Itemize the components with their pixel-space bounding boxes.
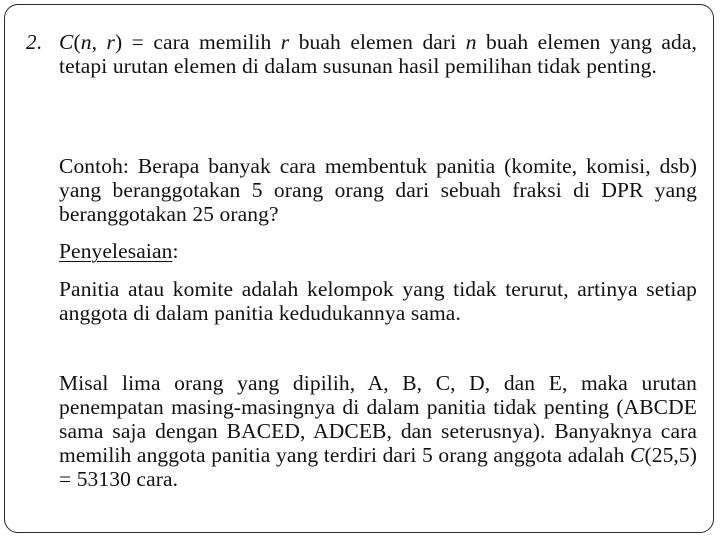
c-symbol-2: C xyxy=(630,443,645,467)
r-variable-2: r xyxy=(280,30,290,54)
definition-middle-text: buah elemen dari xyxy=(289,30,466,54)
solution-heading-label: Penyelesaian xyxy=(59,239,173,263)
r-variable: r xyxy=(106,30,115,54)
definition-equals-text: = cara memilih xyxy=(122,30,281,54)
item-number: 2. xyxy=(26,30,43,54)
open-paren: ( xyxy=(73,30,81,54)
n-variable: n xyxy=(80,30,92,54)
close-paren: ) xyxy=(114,30,123,54)
comma: , xyxy=(91,30,107,54)
solution-paragraph-2 xyxy=(59,371,697,491)
combination-definition xyxy=(59,30,697,78)
c-symbol: C xyxy=(59,30,74,54)
solution-p2-text-a: Misal lima orang yang dipilih, A, B, C, D, dan E, maka urutan penempatan masing-masingnya di dalam panitia tidak penting (ABCDE sama saja dengan BACED, ADCEB, dan seterusnya). Banyaknya cara memilih anggota panitia yang terdiri dari 5 orang anggota adalah xyxy=(59,371,697,467)
solution-heading xyxy=(59,239,697,263)
example-question: Contoh: Berapa banyak cara membentuk panitia (komite, komisi, dsb) yang beranggotakan 5 orang orang dari sebuah fraksi di DPR yang beranggotakan 25 orang? xyxy=(59,154,697,226)
n-variable-2: n xyxy=(465,30,477,54)
solution-paragraph-1: Panitia atau komite adalah kelompok yang tidak terurut, artinya setiap anggota di dalam panitia kedudukannya sama. xyxy=(59,277,697,325)
solution-p2-text-b: (25,5) = 53130 cara. xyxy=(59,443,697,491)
solution-heading-colon: : xyxy=(172,239,179,263)
definition-tail-text: buah elemen yang ada, tetapi urutan elemen di dalam susunan hasil pemilihan tidak penting. xyxy=(59,30,698,78)
